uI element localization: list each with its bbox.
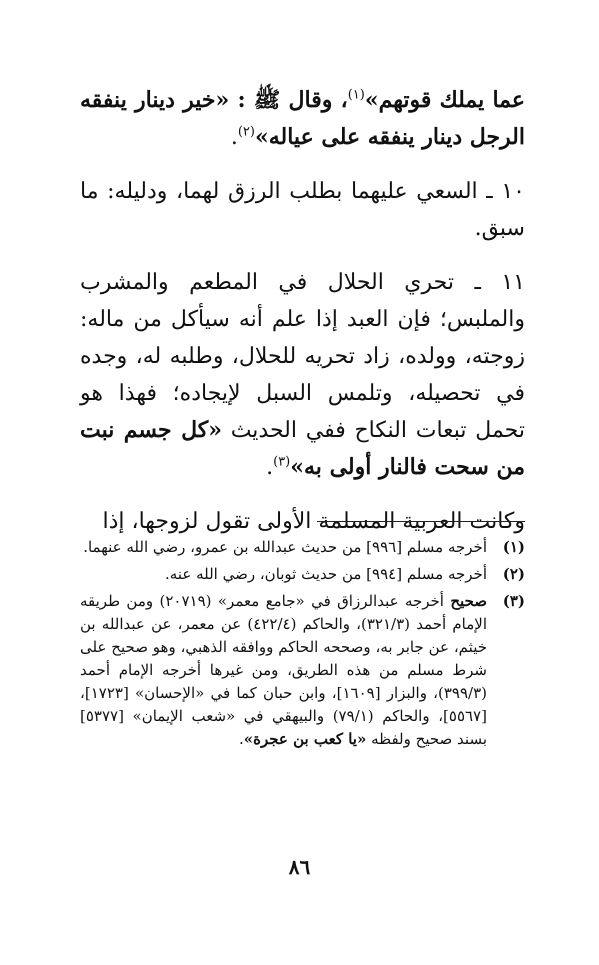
- main-text: [80, 82, 525, 540]
- footnote-number: (١): [502, 538, 525, 556]
- punctuation: .: [266, 455, 274, 480]
- footnote-2: [80, 563, 525, 586]
- footnote-ref-1[interactable]: (١): [347, 87, 365, 103]
- paragraph-3: [80, 264, 525, 486]
- bold-phrase: عما يملك قوتهم»: [364, 87, 525, 113]
- hadith-quote: «كل جسم نبت من سحت فالنار أولى به»: [80, 417, 525, 480]
- bold-phrase: «يا كعب بن عجرة»: [243, 730, 367, 748]
- hadith-quote: ، وقال ﷺ : «خير دينار ينفقه الرجل دينار ينفقه على عياله»: [80, 87, 525, 150]
- footnotes: [80, 536, 525, 755]
- footnote-3: [80, 590, 525, 751]
- page-number: ٨٦: [288, 855, 311, 879]
- paragraph-2: ١٠ ـ السعي عليهما بطلب الرزق لهما، ودليله: ما سبق.: [80, 179, 525, 241]
- paragraph-text: ١١ ـ تحري الحلال في المطعم والمشرب والملبس؛ فإن العبد إذا علم أنه سيأكل من ماله: زوجته، وولده، زاد تحريه للحلال، وطلبه له، وجده في تحصيله، وتلمس السبل لإيجاده؛ فهذا هو تحمل تبعات النكاح ففي الحديث: [80, 270, 525, 443]
- footnote-ref-2[interactable]: (٢): [237, 124, 255, 140]
- footnote-number: (٣): [502, 592, 525, 610]
- footnote-1: [80, 536, 525, 559]
- footnote-separator: [317, 521, 525, 522]
- punctuation: .: [238, 730, 244, 748]
- paragraph-4: وكانت العربية المسلمة الأولى تقول لزوجها، إذا: [102, 509, 525, 534]
- grade-label: صحيح: [450, 592, 487, 610]
- footnote-ref-3[interactable]: (٣): [273, 454, 291, 470]
- footnote-number: (٢): [502, 565, 525, 583]
- footnote-text: أخرجه عبدالرزاق في «جامع معمر» (٢٠٧١٩) ومن طريقه الإمام أحمد (٣٢١/٣)، والحاكم (٤٢٢/٤) عن معمر، عن عبدالله بن خيثم، عن جابر به، وصححه الحاكم ووافقه الذهبي، وهو صحيح على شرط مسلم من هذه الطريق، ومن غيرها أخرجه الإمام أحمد (٣٩٩/٣)، والبزار [١٦٠٩]، وابن حبان كما في «الإحسان» [١٧٢٣]، [٥٥٦٧]، والحاكم (٧٩/١) والبيهقي في «شعب الإيمان» [٥٣٧٧] بسند صحيح ولفظه: [80, 592, 487, 748]
- footnote-text: أخرجه مسلم [٩٩٦] من حديث عبدالله بن عمرو، رضي الله عنهما.: [83, 538, 487, 556]
- punctuation: .: [230, 125, 238, 150]
- paragraph-1: [80, 82, 525, 156]
- footnote-text: أخرجه مسلم [٩٩٤] من حديث ثوبان، رضي الله عنه.: [165, 565, 487, 583]
